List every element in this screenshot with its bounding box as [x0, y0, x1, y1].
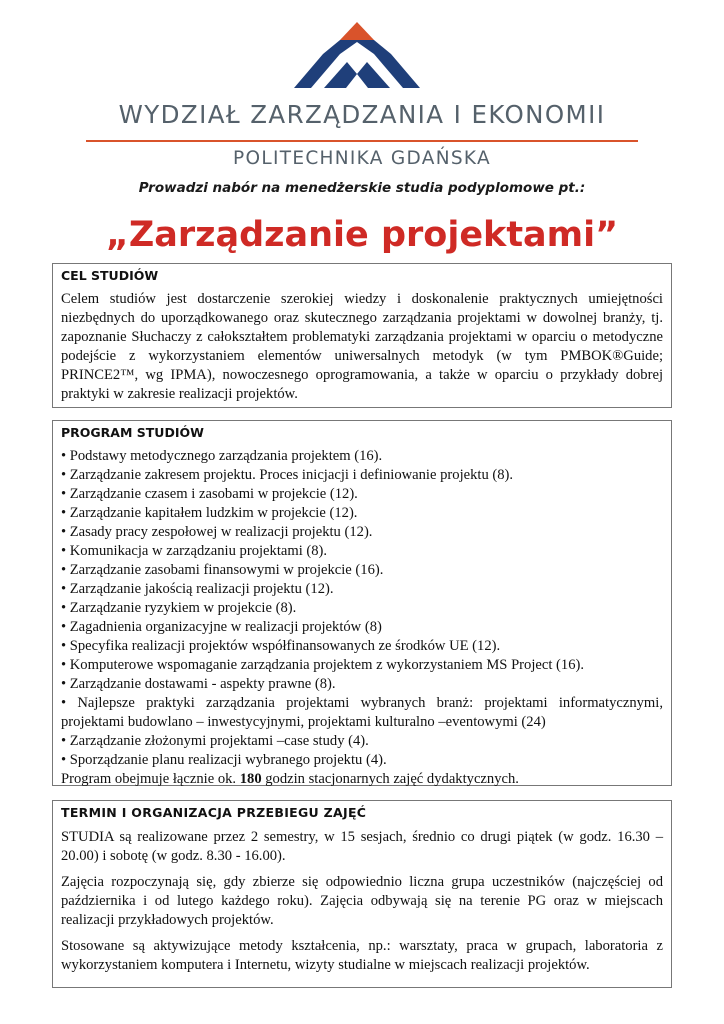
list-item: • Zarządzanie zakresem projektu. Proces inicjacji i definiowanie projektu (8).: [61, 467, 514, 483]
schedule-heading: TERMIN I ORGANIZACJA PRZEBIEGU ZAJĘĆ: [61, 805, 367, 820]
schedule-paragraph: STUDIA są realizowane przez 2 semestry, w 15 sesjach, średnio co drugi piątek (w godz. 16.30 – 20.00) i sobotę (w godz. 8.30 - 16.00).: [61, 829, 663, 864]
program-list: [61, 447, 663, 770]
list-item: • Podstawy metodycznego zarządzania projektem (16).: [61, 448, 383, 464]
university-name: POLITECHNIKA GDAŃSKA: [233, 148, 491, 169]
program-summary: [61, 770, 663, 789]
list-item: • Zarządzanie złożonymi projektami –case study (4).: [61, 733, 369, 749]
page-title: „Zarządzanie projektami”: [105, 215, 619, 255]
program-section: [52, 420, 672, 786]
goal-heading: CEL STUDIÓW: [61, 268, 159, 283]
list-item: • Komputerowe wspomaganie zarządzania projektem z wykorzystaniem MS Project (16).: [61, 657, 585, 673]
faculty-logo-icon: [292, 18, 422, 90]
list-item: • Zagadnienia organizacyjne w realizacji projektów (8): [61, 619, 382, 635]
summary-suffix: godzin stacjonarnych zajęć dydaktycznych.: [261, 771, 519, 787]
summary-prefix: Program obejmuje łącznie ok.: [61, 771, 240, 787]
list-item: • Zarządzanie zasobami finansowymi w projekcie (16).: [61, 562, 384, 578]
list-item: • Zarządzanie ryzykiem w projekcie (8).: [61, 600, 297, 616]
goal-section: [52, 263, 672, 408]
schedule-paragraph: Stosowane są aktywizujące metody kształcenia, np.: warsztaty, praca w grupach, laboratoria z wykorzystaniem komputera i Internetu, wizyty studialne w miejscach realizacji projektów.: [61, 938, 663, 973]
list-item: • Zarządzanie czasem i zasobami w projekcie (12).: [61, 486, 358, 502]
faculty-name: WYDZIAŁ ZARZĄDZANIA I EKONOMII: [118, 100, 606, 129]
list-item: • Komunikacja w zarządzaniu projektami (8).: [61, 543, 328, 559]
intro-text: Prowadzi nabór na menedżerskie studia podyplomowe pt.:: [138, 180, 586, 196]
list-item: • Specyfika realizacji projektów współfinansowanych ze środków UE (12).: [61, 638, 501, 654]
schedule-section: [52, 800, 672, 988]
schedule-paragraph: Zajęcia rozpoczynają się, gdy zbierze się odpowiednio liczna grupa uczestników (najczęściej od października i od lutego każdego roku). Zajęcia odbywają się na terenie PG oraz w miejscach realizacji przykładowych projektów.: [61, 874, 663, 928]
list-item: • Zarządzanie dostawami - aspekty prawne (8).: [61, 676, 336, 692]
list-item: • Najlepsze praktyki zarządzania projektami wybranych branż: projektami informatycznymi, projektami budowlano – inwestycyjnymi, projektami kulturalno –eventowymi (24): [61, 695, 663, 730]
goal-text: Celem studiów jest dostarczenie szerokiej wiedzy i doskonalenie praktycznych umiejętności niezbędnych do uporządkowanego oraz skutecznego zarządzania projektami w dowolnej branży, tj. zapoznanie Słuchaczy z całokształtem problematyki zarządzania projektami w oparciu o metodyczne podejście z wykorzystaniem elementów uniwersalnych metodyk (w tym PMBOK®Guide; PRINCE2™, wg IPMA), nowoczesnego oprogramowania, a także w oparciu o przykłady dobrej praktyki w zakresie realizacji projektów.: [61, 291, 663, 402]
header-divider: [86, 140, 638, 142]
list-item: • Zarządzanie kapitałem ludzkim w projekcie (12).: [61, 505, 358, 521]
program-heading: PROGRAM STUDIÓW: [61, 425, 204, 440]
list-item: • Zasady pracy zespołowej w realizacji projektu (12).: [61, 524, 373, 540]
list-item: • Zarządzanie jakością realizacji projektu (12).: [61, 581, 334, 597]
summary-hours: 180: [239, 771, 262, 787]
list-item: • Sporządzanie planu realizacji wybranego projektu (4).: [61, 752, 387, 768]
